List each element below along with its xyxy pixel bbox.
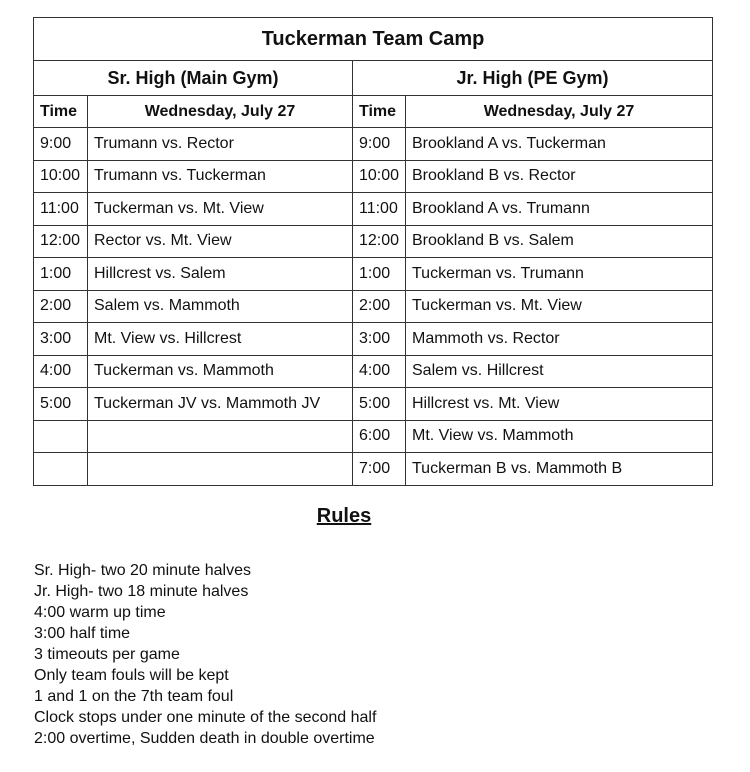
rule-item: 1 and 1 on the 7th team foul [34,688,234,705]
jr-game-match: Mammoth vs. Rector [406,323,713,356]
table-row [34,160,713,193]
sr-game-time [34,453,88,486]
sr-date-header: Wednesday, July 27 [88,96,353,128]
table-row [34,355,713,388]
sr-game-match: Rector vs. Mt. View [88,225,353,258]
table-row [34,323,713,356]
rule-item: 3 timeouts per game [34,646,180,663]
jr-game-time: 5:00 [353,388,406,421]
sr-game-match: Tuckerman JV vs. Mammoth JV [88,388,353,421]
jr-game-match: Tuckerman vs. Trumann [406,258,713,291]
jr-game-time: 7:00 [353,453,406,486]
sr-game-time: 4:00 [34,355,88,388]
sr-game-time: 12:00 [34,225,88,258]
sr-game-match [88,453,353,486]
jr-game-time: 11:00 [353,193,406,226]
jr-game-time: 2:00 [353,290,406,323]
sr-game-match: Trumann vs. Tuckerman [88,160,353,193]
sr-game-time: 11:00 [34,193,88,226]
table-row [34,420,713,453]
jr-game-match: Tuckerman B vs. Mammoth B [406,453,713,486]
jr-game-match: Tuckerman vs. Mt. View [406,290,713,323]
sr-game-match: Trumann vs. Rector [88,128,353,161]
table-row [34,290,713,323]
sr-high-gym-header: Sr. High (Main Gym) [34,61,353,96]
table-row [34,193,713,226]
rule-item: 4:00 warm up time [34,604,166,621]
schedule-table [33,17,713,486]
rule-item: Sr. High- two 20 minute halves [34,562,251,579]
schedule-title: Tuckerman Team Camp [34,18,713,61]
sr-game-time: 5:00 [34,388,88,421]
table-row [34,225,713,258]
jr-game-time: 4:00 [353,355,406,388]
sr-game-time [34,420,88,453]
jr-time-header: Time [353,96,406,128]
rules-heading: Rules [316,505,372,527]
rule-item: Only team fouls will be kept [34,667,229,684]
sr-game-match: Tuckerman vs. Mammoth [88,355,353,388]
sr-game-time: 2:00 [34,290,88,323]
jr-game-match: Mt. View vs. Mammoth [406,420,713,453]
jr-game-match: Hillcrest vs. Mt. View [406,388,713,421]
jr-game-time: 12:00 [353,225,406,258]
sr-game-time: 10:00 [34,160,88,193]
table-row [34,453,713,486]
jr-game-time: 10:00 [353,160,406,193]
sr-game-match: Hillcrest vs. Salem [88,258,353,291]
jr-game-match: Brookland A vs. Trumann [406,193,713,226]
jr-game-match: Brookland B vs. Rector [406,160,713,193]
sr-game-time: 3:00 [34,323,88,356]
jr-game-time: 6:00 [353,420,406,453]
table-row [34,388,713,421]
sr-game-match: Mt. View vs. Hillcrest [88,323,353,356]
sr-game-match: Salem vs. Mammoth [88,290,353,323]
jr-game-match: Brookland B vs. Salem [406,225,713,258]
table-row [34,258,713,291]
rule-item: 3:00 half time [34,625,131,642]
rule-item: Jr. High- two 18 minute halves [34,583,249,600]
rules-list [34,560,376,749]
sr-game-match [88,420,353,453]
jr-date-header: Wednesday, July 27 [406,96,713,128]
jr-game-match: Salem vs. Hillcrest [406,355,713,388]
sr-time-header: Time [34,96,88,128]
jr-high-gym-header: Jr. High (PE Gym) [353,61,713,96]
jr-game-match: Brookland A vs. Tuckerman [406,128,713,161]
jr-game-time: 9:00 [353,128,406,161]
rule-item: 2:00 overtime, Sudden death in double overtime [34,730,375,747]
sr-game-time: 9:00 [34,128,88,161]
jr-game-time: 3:00 [353,323,406,356]
sr-game-match: Tuckerman vs. Mt. View [88,193,353,226]
rule-item: Clock stops under one minute of the second half [34,709,377,726]
sr-game-time: 1:00 [34,258,88,291]
table-row [34,128,713,161]
jr-game-time: 1:00 [353,258,406,291]
